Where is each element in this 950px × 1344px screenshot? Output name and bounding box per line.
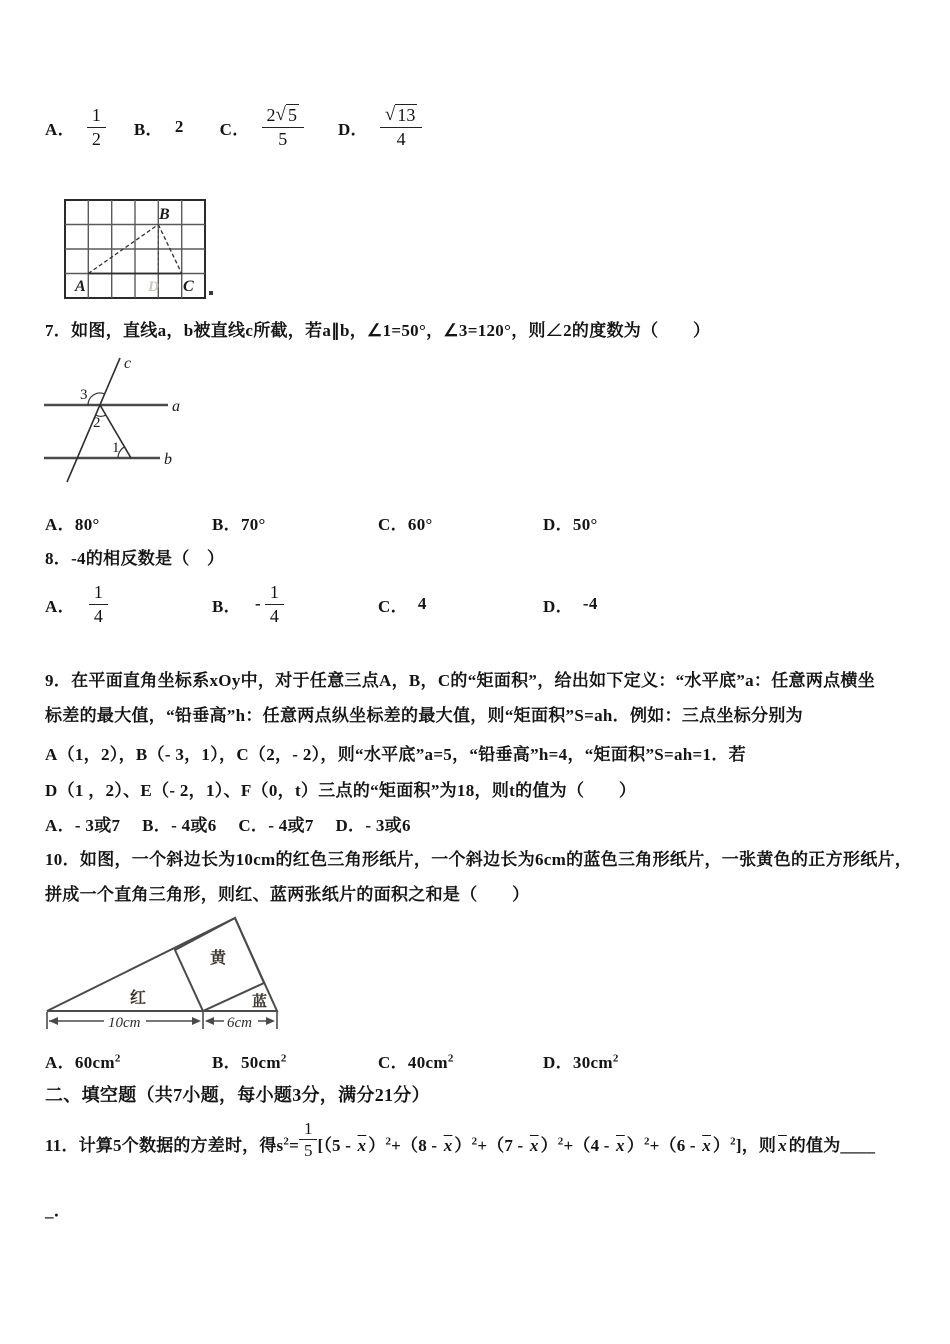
option-b-label: B． (133, 119, 163, 139)
q7-options-row (45, 510, 925, 534)
option-c-label: C． (219, 119, 250, 139)
option-c-fraction: 2 √ 5 5 (262, 104, 304, 150)
line-a-label: a (172, 398, 180, 415)
answer-blank: ____ (840, 1136, 876, 1155)
angle-1-label: 1 (112, 440, 120, 456)
vertex-b-label: B (159, 206, 170, 223)
q7-option-d: D．50° (543, 515, 598, 534)
q11-body: [（$5 - \overline{x}$ ）$^2+(8 - \overline{x}$ ）$^2+(7 - \overline{x}$ ）$^2+(4 - \overline{x}$ ）$^2+(6 - \overline{x}$ ）$^2$]，则 $\overline{x}$ 的值为____ (317, 1135, 876, 1155)
dim-10cm-label: 10cm (108, 1015, 141, 1031)
q8-options-row (45, 576, 925, 632)
yellow-region-label: 黄 (210, 950, 227, 967)
line-b-label: b (164, 451, 172, 468)
option-a-fraction: $\frac{1}{2}$ (87, 105, 106, 149)
q10-option-b: B．$50cm^2$ (212, 1052, 287, 1072)
q7-option-a: A．80° (45, 515, 100, 534)
question-7-figure (40, 354, 218, 486)
sqrt-sign: √ (275, 104, 286, 126)
q11-lead: 11．计算5个数据的方差时，得$s^2=$ (45, 1135, 299, 1155)
option-b-value: 2 (174, 117, 184, 136)
sqrt-sign: √ (384, 104, 396, 126)
question-9-options: A．- 3或7 B．- 4或6 C．- 4或7 D．- 3或6 (45, 816, 411, 835)
grid-triangle-figure (64, 199, 206, 299)
q8-option-a: A． $\frac{1}{4}$ (45, 576, 108, 632)
q8-option-c: C． 4 (378, 594, 427, 616)
q7-option-c: C．60° (378, 515, 433, 534)
question-11 (45, 1103, 875, 1161)
q8-option-b: B． - $\frac{1}{4}$ (212, 576, 284, 632)
option-a-label: A． (45, 119, 75, 139)
question-8-text: 8．-4的相反数是（ ） (45, 549, 225, 568)
vertex-a-label: A (75, 278, 86, 295)
ink-speck (209, 291, 213, 295)
line-c-label: c (124, 355, 132, 372)
question-9-line-1: 9．在平面直角坐标系xOy中，对于任意三点A，B，C的“矩面积”，给出如下定义：“水平底”a：任意两点横坐 (45, 671, 876, 690)
question-9-line-3: A（1，2），B（- 3，1），C（2，- 2），则“水平底”a=5，“铅垂高”h=4，“矩面积”S=ah=1．若 (45, 745, 746, 764)
option-d-fraction: √ 13 4 (380, 104, 422, 150)
q8-option-d: D． -4 (543, 594, 598, 616)
option-d-label: D． (337, 119, 368, 139)
one-fifth-fraction: $\frac{1}{5}$ (299, 1119, 318, 1161)
vertex-c-label: C (183, 278, 194, 295)
question-10-line-2: 拼成一个直角三角形，则红、蓝两张纸片的面积之和是（ ） (45, 885, 530, 904)
angle-3-label: 3 (80, 387, 88, 403)
vertex-d-faint-label: D (148, 279, 159, 295)
q6-options-row (45, 98, 422, 156)
q10-option-d: D．$30cm^2$ (543, 1052, 619, 1072)
q10-options-row (45, 1048, 925, 1072)
dim-6cm-label: 6cm (227, 1015, 252, 1031)
question-10-figure (40, 913, 290, 1039)
blank-continuation: _． (45, 1201, 72, 1220)
question-9-line-4: D（1 ，2）、E（- 2，1）、F（0，t）三点的“矩面积”为18，则t的值为（ ） (45, 781, 637, 800)
section-2-header: 二、填空题（共7小题，每小题3分，满分21分） (45, 1085, 430, 1105)
question-10-line-1: 10．如图，一个斜边长为10cm的红色三角形纸片，一个斜边长为6cm的蓝色三角形纸片，一张黄色的正方形纸片， (45, 850, 913, 869)
q10-option-c: C．$40cm^2$ (378, 1052, 454, 1072)
question-9-line-2: 标差的最大值，“铅垂高”h：任意两点纵坐标差的最大值，则“矩面积”S=ah．例如：三点坐标分别为 (45, 706, 803, 725)
minus-sign: - (254, 594, 261, 613)
q10-option-a: A．$60cm^2$ (45, 1052, 121, 1072)
red-region-label: 红 (130, 990, 147, 1007)
question-7-text: 7．如图，直线a，b被直线c所截，若a∥b，∠1=50°，∠3=120°，则∠2的度数为（ ） (45, 321, 711, 340)
q7-option-b: B．70° (212, 515, 266, 534)
angle-2-label: 2 (93, 415, 101, 431)
blue-region-label: 蓝 (252, 994, 268, 1010)
